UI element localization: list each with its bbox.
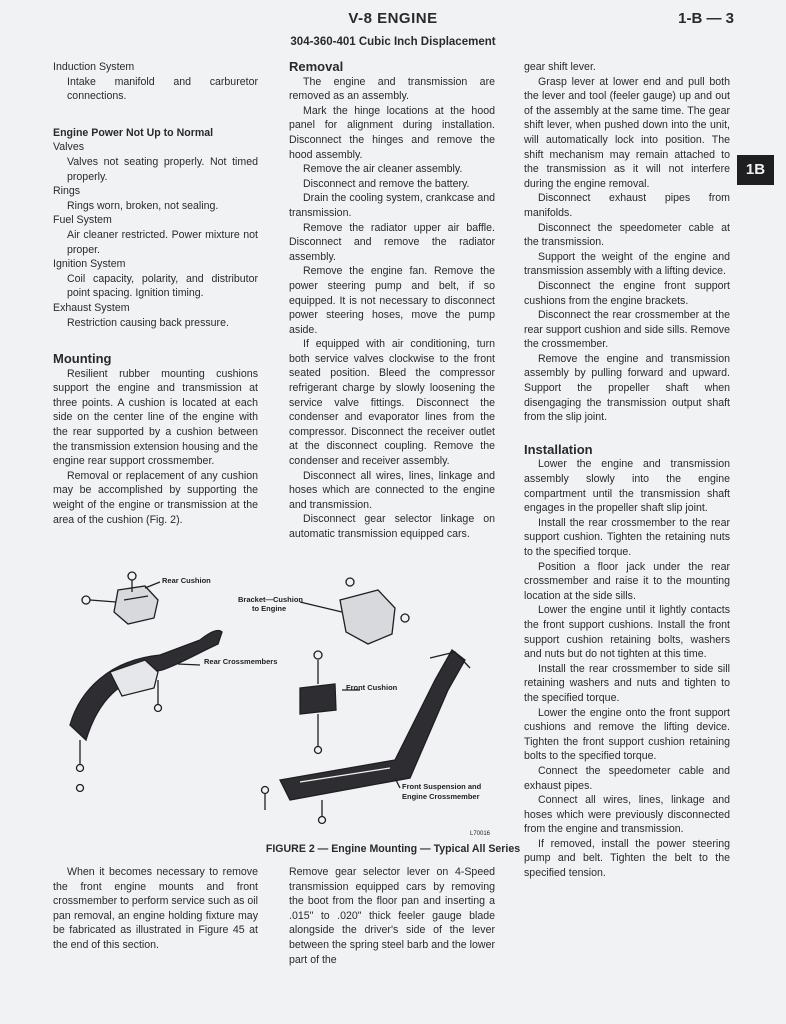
removal-heading: Removal (289, 59, 344, 74)
removal-paragraph: Disconnect exhaust pipes from manifolds. (524, 192, 730, 219)
rings-heading: Rings (53, 185, 81, 198)
installation-paragraph: If removed, install the power steering pump and belt. Tighten the belt to the specified tension. (524, 837, 730, 880)
installation-paragraph: Connect all wires, lines, linkage and hoses which were previously disconnected from the engine and transmission. (524, 794, 730, 836)
label-rear-crossmembers: Rear Crossmembers (204, 657, 278, 666)
front-cushion-drawing (300, 684, 336, 714)
bolt-icon (128, 572, 136, 580)
bottom-paragraph: When it becomes necessary to remove the front engine mounts and front crossmember to perform service such as oil pan removal, an engine holding fixture may be fabricated as illustrated in Figure 45 at the end of this section. (53, 866, 258, 951)
removal-paragraph: Disconnect the speedometer cable at the transmission. (524, 221, 730, 249)
exhaust-heading: Exhaust System (53, 301, 130, 314)
installation-paragraph: Position a floor jack under the rear crossmember and raise it to the mounting location at the side sills. (524, 560, 730, 602)
removal-paragraph: Support the weight of the engine and transmission assembly with a lifting device. (524, 250, 730, 278)
label-rear-cushion: Rear Cushion (162, 576, 211, 585)
column-2-top (289, 60, 495, 542)
removal-paragraph: Remove the engine fan. Remove the power steering pump and belt, if so equipped. It is not necessary to disconnect power steering hoses, move the pump aside. (289, 265, 495, 336)
removal-paragraph: Drain the cooling system, crankcase and transmission. (289, 192, 495, 219)
removal-paragraph: Remove the radiator upper air baffle. Disconnect and remove the radiator assembly. (289, 221, 495, 263)
label-front-suspension-line2: Engine Crossmember (402, 792, 480, 801)
nut-icon (315, 747, 322, 754)
installation-paragraph: Install the rear crossmember to side sill retaining washers and nuts and tighten to the specified torque. (524, 662, 730, 704)
removal-paragraph: Grasp lever at lower end and pull both the lever and tool (feeler gauge) up and out of the assembly at the same time. The gear shift lever, when pushed down into the unit, will automatically lock into position. The shift mechanism may remain attached to the transmission as it will not interfere during the engine removal. (524, 75, 730, 190)
removal-paragraph: Mark the hinge locations at the hood panel for alignment during installation. Disconnect the hinges and remove the hood assembly. (289, 104, 495, 161)
mounting-paragraph-1: Resilient rubber mounting cushions support the engine and transmission at three points. A cushion is located at each side on the center line of the engine with the rear supported by a cushion between the transmission extension housing and the engine rear support crossmember. (53, 367, 258, 468)
section-subtitle: 304-360-401 Cubic Inch Displacement (290, 36, 496, 48)
induction-item: Intake manifold and carburetor connections. (67, 75, 258, 103)
removal-paragraph: Disconnect and remove the battery. (303, 177, 470, 190)
engine-bracket-drawing (340, 590, 395, 644)
ignition-item: Coil capacity, polarity, and distributor point spacing. Ignition timing. (67, 272, 258, 300)
column-2-bottom (289, 865, 495, 967)
bolt-icon (346, 578, 354, 586)
fuel-heading: Fuel System (53, 214, 112, 227)
label-bracket-line2: to Engine (252, 604, 287, 613)
bolt-icon (82, 596, 90, 604)
removal-paragraph: Disconnect gear selector linkage on automatic transmission equipped cars. (289, 513, 495, 540)
removal-paragraph: Remove the engine and transmission assembly by pulling forward and upward. Support the propeller shaft when disengaging the transmission output shaft from the slip joint. (524, 352, 730, 424)
column-3 (524, 60, 730, 881)
section-title: V-8 ENGINE (348, 10, 438, 27)
installation-paragraph: Lower the engine until it lightly contacts the front support cushions. Install the front support cushion retaining bolts, washers and nuts but do not tighten at this time. (524, 604, 730, 661)
figure-caption: FIGURE 2 — Engine Mounting — Typical All Series (265, 843, 521, 855)
column-1-top (53, 60, 258, 527)
valves-item: Valves not seating properly. Not timed properly. (67, 155, 258, 183)
installation-paragraph: Lower the engine onto the front support cushions and remove the lifting device. Tighten the front support cushion retaining bolts to the specified torque. (524, 706, 730, 763)
removal-paragraph: Disconnect the engine front support cushions from the engine brackets. (524, 279, 730, 307)
column-1-bottom (53, 865, 258, 953)
bolt-icon (401, 614, 409, 622)
installation-heading: Installation (524, 441, 593, 457)
mounting-heading: Mounting (53, 351, 112, 367)
installation-paragraph: Lower the engine and transmission assembly slowly into the engine compartment until the transmission shaft engages in the propeller shaft slip joint. (524, 458, 730, 515)
exhaust-item: Restriction causing back pressure. (67, 316, 229, 329)
power-heading: Engine Power Not Up to Normal (53, 126, 214, 139)
induction-heading: Induction System (53, 61, 135, 73)
label-bracket-line1: Bracket—Cushion (238, 595, 304, 604)
removal-paragraph: Disconnect all wires, lines, linkage and hoses which are connected to the engine and transmission. (289, 469, 495, 511)
nut-icon (155, 705, 162, 712)
valves-heading: Valves (53, 141, 85, 154)
bottom-paragraph: Remove gear selector lever on 4-Speed transmission equipped cars by removing the boot from the floor pan and inserting a .015" to .020" thick feeler gauge blade alongside the driver's side of the lever between the spring steel barb and the lower part of the (289, 866, 495, 966)
label-front-suspension-line1: Front Suspension and (402, 782, 482, 791)
nut-icon (319, 817, 326, 824)
figure-code: L70016 (470, 831, 491, 837)
removal-paragraph: The engine and transmission are removed as an assembly. (289, 75, 495, 103)
engine-mounting-figure (50, 560, 500, 845)
removal-paragraph: Remove the air cleaner assembly. (303, 163, 463, 176)
label-front-cushion: Front Cushion (346, 683, 398, 692)
rear-cushion-drawing (114, 586, 158, 624)
nut-icon (77, 765, 84, 772)
installation-paragraph: Connect the speedometer cable and exhaust pipes. (524, 764, 730, 792)
nut-icon (77, 785, 84, 792)
bolt-icon (314, 651, 322, 659)
continued-paragraph: gear shift lever. (524, 61, 596, 73)
front-crossmember-drawing (280, 650, 465, 800)
nut-icon (262, 787, 269, 794)
installation-paragraph: Install the rear crossmember to the rear support cushion. Tighten the retaining nuts to the specified torque. (524, 516, 730, 558)
rings-item: Rings worn, broken, not sealing. (67, 199, 219, 212)
removal-paragraph: Disconnect the rear crossmember at the rear support cushion and side sills. Remove the crossmember. (524, 309, 730, 351)
section-tab: 1B (737, 155, 774, 185)
fuel-item: Air cleaner restricted. Power mixture not proper. (67, 228, 258, 256)
ignition-heading: Ignition System (53, 258, 126, 271)
mounting-paragraph-2: Removal or replacement of any cushion may be accomplished by supporting the weight of the engine or transmission at the area of the cushion (Fig. 2). (53, 469, 258, 526)
removal-paragraph: If equipped with air conditioning, turn both service valves clockwise to the front seated position. Bleed the compressor refrigerant charge by slowly loosening the service valve fittings. Disconnect the condenser and evaporator lines from the compressor. Disconnect the receiver outlet at the disconnect coupling. Remove the condenser and receiver assembly. (289, 338, 495, 468)
page-number: 1-B — 3 (678, 10, 734, 27)
